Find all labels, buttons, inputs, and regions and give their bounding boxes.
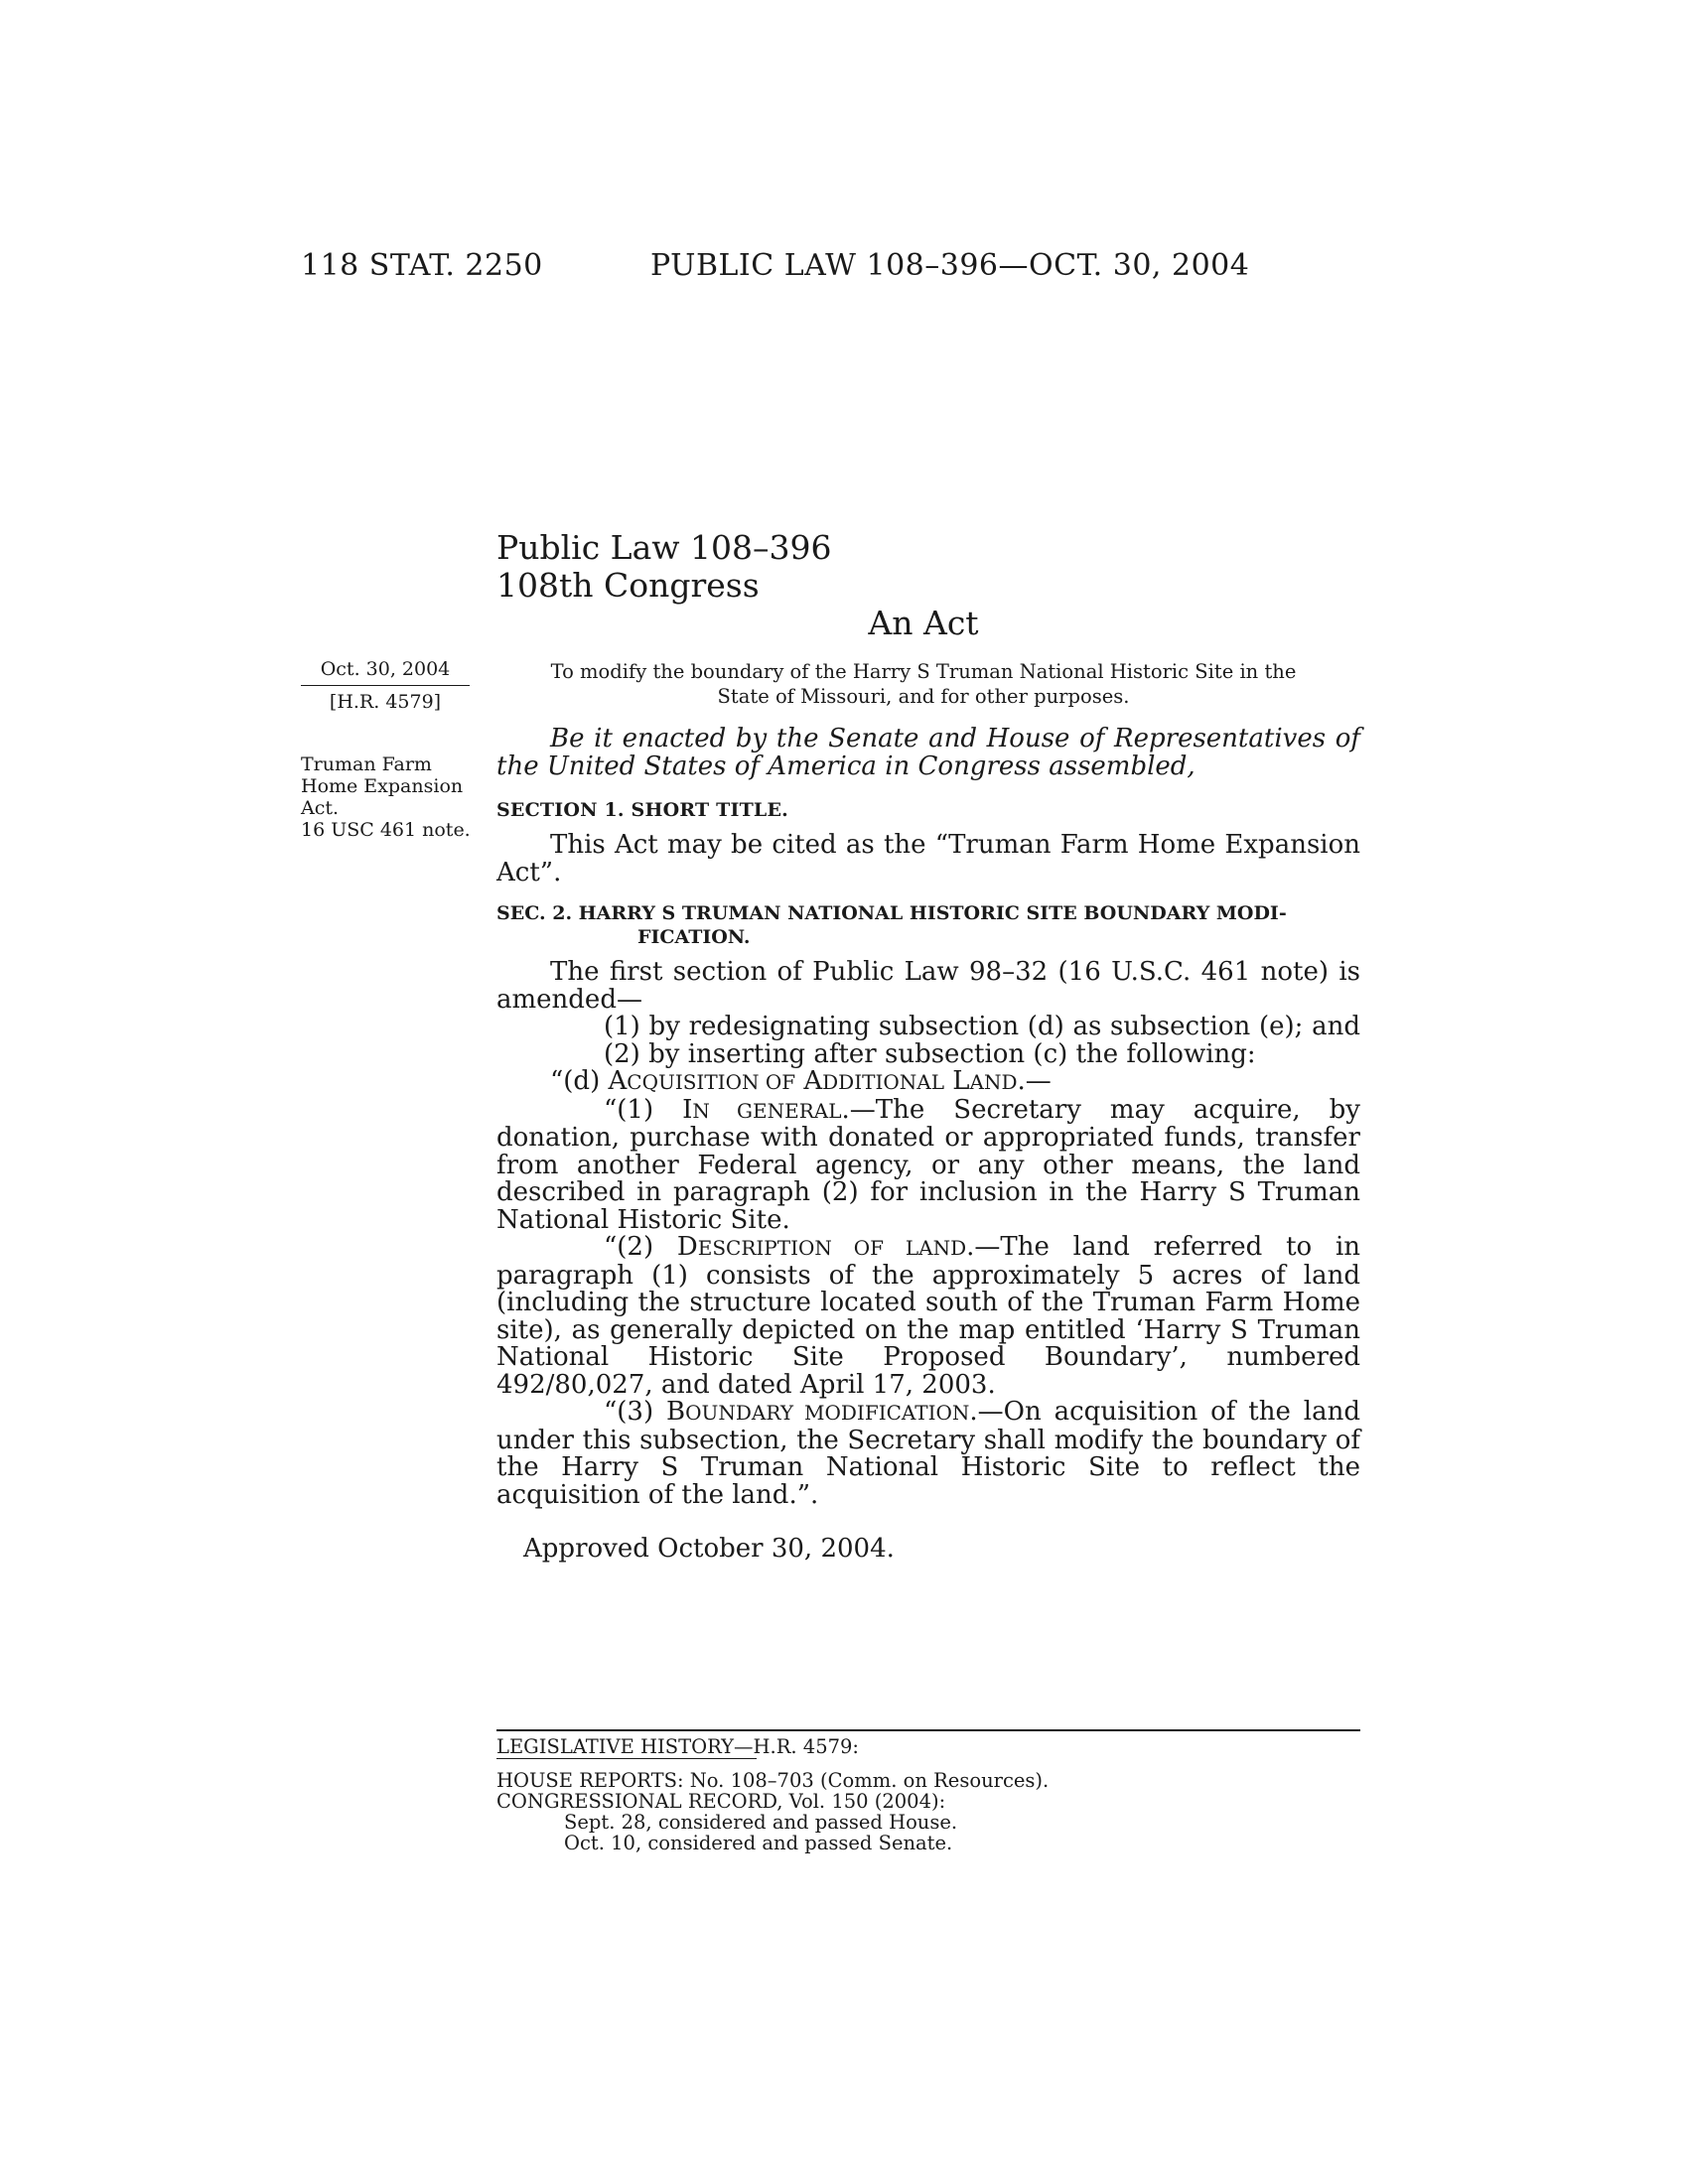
enacting-clause: Be it enacted by the Senate and House of Representatives of the United States of America in Congress assembled, [496,724,1360,781]
margin-short-title [301,753,463,819]
paragraph-2-text: “(2) D [604,1232,698,1262]
paragraph-3-text: OUNDARY MODIFICATION [685,1401,970,1425]
stat-page-number: 118 STAT. 2250 [301,248,543,283]
paragraph-2-text: ESCRIPTION OF LAND [697,1236,967,1260]
subsection-d-text: .— [1017,1066,1052,1096]
margin-usc-citation: 16 USC 461 note. [301,819,471,841]
paragraph-1-text: N GENERAL [692,1098,842,1123]
public-law-number: Public Law 108–396 [496,528,832,567]
paragraph-1-text: “(1) I [604,1094,693,1125]
subsection-d-text: AND [969,1070,1018,1094]
subsection-d-text: L [943,1066,970,1096]
paragraph-3-text: “(3) B [604,1397,686,1427]
history-event: Oct. 10, considered and passed Senate. [564,1832,953,1854]
act-purpose: To modify the boundary of the Harry S Truman National Historic Site in the State of Missouri, and for other purposes. [550,660,1297,708]
margin-bill-number: [H.R. 4579] [329,691,442,713]
paragraph-2-text: .—The land referred to in paragraph (1) consists of the approximately 5 acres of land (including the structure located south of the Truman Farm Home site), as generally depicted on the map entitled ‘Harry S Truman National Historic Site Proposed Boundary’, numbered 492/80,027, and dated April 17, 2003. [496,1232,1360,1400]
subsection-d-text: DDITIONAL [822,1070,944,1094]
amendment-item-2: (2) by inserting after subsection (c) the following: [604,1038,1256,1069]
margin-short-title-line: Truman Farm [301,753,432,775]
margin-divider [301,685,470,686]
section-1-heading: SECTION 1. SHORT TITLE. [496,799,788,821]
section-2-heading [496,901,1360,949]
paragraph-2 [496,1234,1360,1399]
legislative-history-title: LEGISLATIVE HISTORY—H.R. 4579: [496,1735,860,1758]
approval-date: Approved October 30, 2004. [523,1534,895,1564]
paragraph-3-text: .—On acquisition of the land under this subsection, the Secretary shall modify the boundary of the Harry S Truman National Historic Site to reflect the acquisition of the land.”. [496,1397,1360,1510]
subsection-d-text: CQUISITION OF [627,1070,796,1094]
congress-number: 108th Congress [496,566,760,605]
section-2-intro: The first section of Public Law 98–32 (16 U.S.C. 461 note) is amended— [496,957,1360,1015]
paragraph-3 [496,1399,1360,1509]
running-header-title: PUBLIC LAW 108–396—OCT. 30, 2004 [650,248,1250,283]
subsection-d-heading [496,1068,1360,1097]
legislative-history-divider [496,1729,1360,1731]
house-reports: HOUSE REPORTS: No. 108–703 (Comm. on Resources). [496,1769,1050,1792]
paragraph-1 [496,1094,1360,1235]
history-event: Sept. 28, considered and passed House. [564,1811,958,1834]
section-2-body [496,959,1360,1509]
amendment-item-1: (1) by redesignating subsection (d) as subsection (e); and [604,1012,1360,1041]
paragraph-1-text: .—The Secretary may acquire, by donation, purchase with donated or appropriated funds, transfer from another Federal agency, or any other means, the land described in paragraph (2) for inclusion in the Harry S Truman National Historic Site. [496,1094,1360,1235]
congressional-record: CONGRESSIONAL RECORD, Vol. 150 (2004): [496,1790,946,1813]
margin-short-title-line: Home Expansion [301,775,464,797]
legislative-history-underline [496,1758,757,1759]
margin-date: Oct. 30, 2004 [320,658,451,680]
section-1-text: This Act may be cited as the “Truman Farm Home Expansion Act”. [496,830,1360,887]
section-2-heading-line: SEC. 2. HARRY S TRUMAN NATIONAL HISTORIC SITE BOUNDARY MODI- [496,902,1287,924]
margin-short-title-line: Act. [301,797,340,819]
an-act-heading: An Act [868,604,979,642]
subsection-d-text: “(d) A [550,1066,628,1096]
section-2-heading-line: FICATION. [637,926,751,948]
subsection-d-text: A [795,1066,823,1096]
